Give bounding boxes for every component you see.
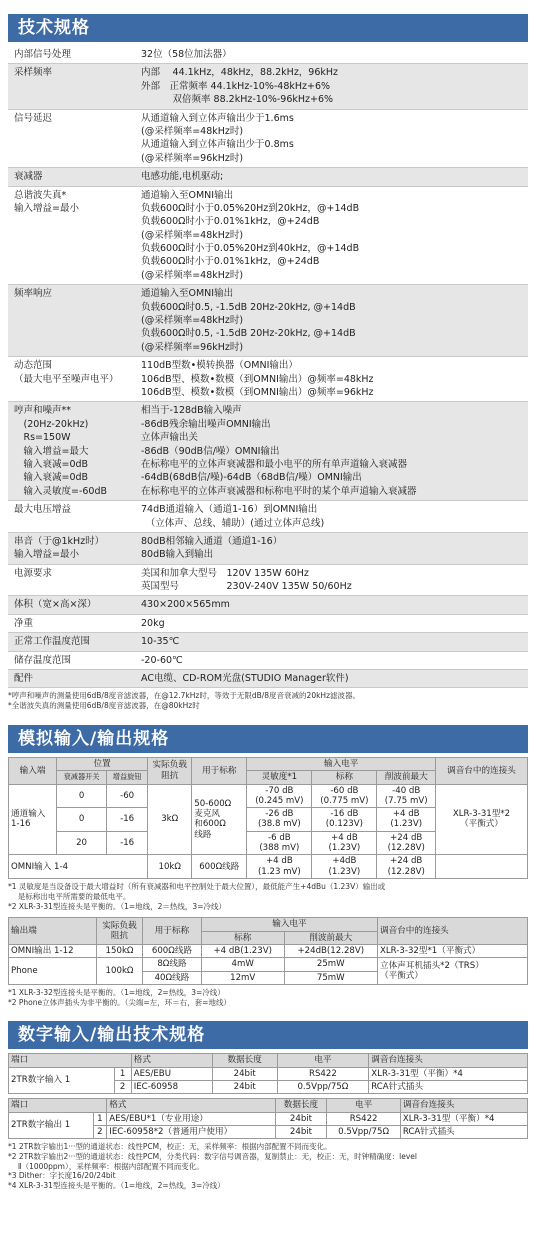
spec-label-line: 正常工作温度范围 [14, 636, 91, 648]
spec-label-line: 频率响应 [14, 288, 53, 300]
gain-value: -60 [107, 784, 148, 808]
spec-value-line: 相当于-128dB输入噪声 [141, 405, 242, 417]
level-value: 0.5Vpp/75Ω [277, 1080, 369, 1093]
spec-values [141, 357, 528, 401]
spec-label [8, 670, 141, 687]
spec-label-line: 内部信号处理 [14, 49, 72, 60]
format-value: IEC-60958*2（普通用户使用） [107, 1125, 275, 1138]
spec-value-line: (@采样频率=96kHz时) [141, 341, 244, 353]
page [0, 14, 536, 1253]
spec-label [8, 565, 141, 596]
max-value: -40 dB (7.75 mV) [377, 784, 436, 808]
format-value: IEC-60958 [131, 1080, 212, 1093]
spec-value-line: 负载600Ω时小于0.01%1kHz，@+24dB [141, 216, 320, 228]
col-len: 数据长度 [275, 1099, 327, 1112]
spec-value-line: 74dB通道输入（通道1-16）到OMNI输出 [141, 504, 318, 516]
load-value: 100kΩ [97, 958, 143, 985]
max-value: +24dB(12.28V) [284, 944, 377, 957]
spec-notes [8, 691, 528, 711]
spec-value-line: 20kg [141, 617, 165, 629]
len-value: 24bit [275, 1112, 327, 1125]
col-len: 数据长度 [212, 1054, 277, 1067]
col-load: 实际负载阻抗 [148, 757, 192, 784]
sens-value: -6 dB (388 mV) [247, 831, 312, 855]
spec-value-line: 106dB型、模数•数模（到OMNI输出）@频率=48kHz [141, 373, 374, 385]
max-value: +4 dB (1.23V) [377, 808, 436, 832]
spec-section-title: 技术规格 [8, 14, 528, 42]
analog-section-title: 模拟输入/输出规格 [8, 725, 528, 753]
port-value: 2TR数字输入 1 [9, 1067, 115, 1094]
spec-list [8, 46, 528, 688]
spec-value-line: 双倍频率 88.2kHz-10%-96kHz+6% [141, 94, 334, 106]
spec-value-line: 英国型号 230V-240V 135W 50/60Hz [141, 581, 352, 593]
analog-input-notes [8, 882, 528, 911]
note-line: *2 2TR数字输出2···型的通道状态：线性PCM，分类代码：数字信号调音器，复制禁止：无，校正：无，时钟精确度：level [8, 1151, 417, 1161]
spec-label-line: 输入灵敏度=-60dB [14, 485, 108, 497]
load-value: 150kΩ [97, 944, 143, 957]
pad-value: 0 [57, 784, 107, 808]
spec-label-line: 采样频率 [14, 67, 53, 79]
nominal-value: 50-600Ω 麦克风 和600Ω 线路 [192, 784, 247, 855]
spec-values [141, 110, 528, 168]
spec-value-line: （立体声、总线、辅助）(通过立体声总线) [141, 517, 325, 529]
col-level: 电平 [277, 1054, 369, 1067]
level-value: RS422 [327, 1112, 400, 1125]
spec-value-line: (@采样频率=48kHz时) [141, 229, 244, 241]
col-max: 削波前最大 [284, 931, 377, 944]
spec-row [8, 633, 528, 651]
spec-label [8, 633, 141, 650]
spec-row [8, 46, 528, 64]
std-value: +4dB (1.23V) [312, 855, 377, 879]
spec-value-line: 430×200×565mm [141, 599, 230, 611]
digital-section-title: 数字输入/输出技术规格 [8, 1021, 528, 1049]
spec-values [141, 402, 528, 500]
std-value: 4mW [201, 958, 284, 971]
spec-values [141, 652, 528, 669]
spec-value-line: 负载600Ω时小于0.05%20Hz到20kHz，@+14dB [141, 202, 360, 214]
gain-value: -16 [107, 808, 148, 832]
spec-label-line: 输入衰减=0dB [14, 472, 89, 484]
table-row [9, 784, 528, 808]
analog-output-notes [8, 988, 528, 1008]
spec-values [141, 187, 528, 285]
col-format: 格式 [107, 1099, 275, 1112]
std-value: 12mV [201, 971, 284, 984]
len-value: 24bit [212, 1067, 277, 1080]
port-value: Phone [9, 958, 97, 985]
spec-row [8, 110, 528, 169]
spec-label-line: 配件 [14, 673, 34, 685]
spec-label-line: 动态范围 [14, 360, 53, 372]
spec-value-line: -64dB(68dB信/噪)-64dB（68dB信/噪）OMNI输出 [141, 472, 362, 484]
spec-row [8, 285, 528, 357]
note-line: *哼声和噪声的测量使用6dB/8度音滤波器，在@12.7kHz时，等效于无限dB/8度音衰减的20kHz滤波器。 [8, 691, 361, 701]
spec-row [8, 615, 528, 633]
col-port: 端口 [9, 1099, 107, 1112]
spec-value-line: 电感功能,电机驱动; [141, 171, 224, 183]
col-nominal: 用于标称 [143, 918, 202, 945]
spec-value-line: 110dB型数•模转换器（OMNI输出） [141, 360, 298, 372]
level-value: 0.5Vpp/75Ω [327, 1125, 400, 1138]
spec-label [8, 402, 141, 500]
spec-row [8, 168, 528, 186]
level-value: RS422 [277, 1067, 369, 1080]
spec-label-line: 电源要求 [14, 567, 53, 579]
spec-value-line: 内部 44.1kHz，48kHz，88.2kHz，96kHz [141, 67, 339, 79]
col-level: 输入电平 [247, 757, 436, 770]
spec-label-line: 总谐波失真* [14, 189, 67, 201]
spec-values [141, 64, 528, 108]
spec-values [141, 501, 528, 532]
spec-row [8, 64, 528, 109]
col-max: 削波前最大 [377, 771, 436, 784]
note-line: *1 XLR-3-32型连接头是平衡的。（1=地线，2=热线，3=冷线） [8, 987, 225, 997]
spec-label [8, 596, 141, 613]
note-line: Ⅱ（1000ppm），采样频率：根据内部配置不同而变化。 [8, 1161, 204, 1171]
std-value: +4 dB (1.23V) [312, 831, 377, 855]
spec-row [8, 596, 528, 614]
spec-label-line: 输入衰减=0dB [14, 458, 89, 470]
col-conn: 调音台中的连接头 [436, 757, 528, 784]
table-row [9, 958, 528, 971]
table-row [9, 944, 528, 957]
spec-values [141, 46, 528, 63]
note-line: *2 Phone立体声插头为非平衡的。（尖端=左，环＝右，套=地线） [8, 997, 231, 1007]
note-line: *2 XLR-3-31型连接头是平衡的。（1=地线，2＝热线，3=冷线） [8, 901, 226, 911]
note-line: *1 灵敏度是当设备设于最大增益时（所有衰减器和电平控制处于最大位置），最低能产生+4dBu（1.23V）输出或 [8, 882, 386, 892]
col-nominal: 用于标称 [192, 757, 247, 784]
max-value: 75mW [284, 971, 377, 984]
digital-output-table [8, 1098, 528, 1139]
format-value: AES/EBU*1（专业用途） [107, 1112, 275, 1125]
conn-value: XLR-3-32型*1（平衡式） [378, 944, 528, 957]
spec-value-line: (@采样频率=48kHz时) [141, 125, 244, 137]
format-value: AES/EBU [131, 1067, 212, 1080]
nominal-value: 600Ω线路 [143, 944, 202, 957]
spec-values [141, 168, 528, 185]
spec-values [141, 670, 528, 687]
spec-row [8, 402, 528, 501]
spec-label-line: 衰减器 [14, 171, 43, 183]
max-value: +24 dB (12.28V) [377, 855, 436, 879]
spec-label [8, 110, 141, 168]
spec-value-line: 80dB相邻输入通道（通道1-16） [141, 535, 283, 547]
spec-value-line: (@采样频率=48kHz时) [141, 269, 244, 281]
analog-input-table [8, 757, 528, 879]
digital-notes [8, 1142, 528, 1191]
std-value: -16 dB (0.123V) [312, 808, 377, 832]
spec-value-line: 立体声输出关 [141, 432, 199, 444]
table-row [9, 1067, 528, 1080]
spec-row [8, 501, 528, 533]
analog-output-table [8, 917, 528, 985]
col-port: 端口 [9, 1054, 132, 1067]
spec-label [8, 357, 141, 401]
spec-value-line: 从通道输入到立体声输出少于0.8ms [141, 139, 294, 151]
index-value: 2 [93, 1125, 107, 1138]
std-value: +4 dB(1.23V) [201, 944, 284, 957]
conn-value [436, 855, 528, 879]
spec-label-line: 最大电压增益 [14, 504, 72, 516]
spec-label-line: 串音（于@1kHz时） [14, 535, 105, 547]
col-level: 电平 [327, 1099, 400, 1112]
col-format: 格式 [131, 1054, 212, 1067]
spec-value-line: (@采样频率=96kHz时) [141, 152, 244, 164]
nominal-value: 8Ω线路 [143, 958, 202, 971]
spec-value-line: 美国和加拿大型号 120V 135W 60Hz [141, 567, 309, 579]
digital-input-table [8, 1053, 528, 1094]
spec-label [8, 533, 141, 564]
sens-value: -26 dB (38.8 mV) [247, 808, 312, 832]
spec-label-line: 输入增益=最小 [14, 202, 79, 214]
load-value: 3kΩ [148, 784, 192, 855]
spec-values [141, 533, 528, 564]
spec-value-line: -86dB残余输出噪声OMNI输出 [141, 418, 271, 430]
channel-input-label: 通道输入 1-16 [9, 784, 57, 855]
table-row [9, 855, 528, 879]
col-conn: 调音台连接头 [369, 1054, 528, 1067]
port-value: OMNI输出 1-12 [9, 944, 97, 957]
spec-label-line: 体积（宽×高×深） [14, 599, 97, 611]
gain-value: -16 [107, 831, 148, 855]
spec-label-line: 哼声和噪声** [14, 405, 72, 417]
spec-value-line: 通道输入至OMNI输出 [141, 288, 234, 300]
col-load: 实际负载阻抗 [97, 918, 143, 945]
spec-label [8, 187, 141, 285]
conn-value: XLR-3-31型（平衡）*4 [400, 1112, 527, 1125]
spec-label-line: 储存温度范围 [14, 654, 72, 666]
spec-label [8, 652, 141, 669]
spec-value-line: 在标称电平的立体声衰减器和标称电平时的某个单声道输入衰减器 [141, 485, 417, 497]
omni-input-label: OMNI输入 1-4 [9, 855, 148, 879]
note-line: *1 2TR数字输出1···型的通道状态：线性PCM，校正：无，采样频率：根据内部配置不同而变化。 [8, 1142, 332, 1152]
index-value: 2 [114, 1080, 131, 1093]
conn-value: RCA针式插头 [369, 1080, 528, 1093]
col-level: 输入电平 [201, 918, 377, 931]
max-value: +24 dB (12.28V) [377, 831, 436, 855]
spec-values [141, 633, 528, 650]
spec-row [8, 357, 528, 402]
spec-label [8, 615, 141, 632]
pad-value: 0 [57, 808, 107, 832]
spec-label-line: 信号延迟 [14, 112, 53, 124]
col-input: 输入端 [9, 757, 57, 784]
spec-value-line: (@采样频率=48kHz时) [141, 315, 244, 327]
spec-value-line: 外部 正常频率 44.1kHz-10%-48kHz+6% [141, 80, 331, 92]
col-conn: 调音台中的连接头 [378, 918, 528, 945]
col-std: 标称 [201, 931, 284, 944]
spec-value-line: -86dB（90dB信/噪）OMNI输出 [141, 445, 280, 457]
spec-label-line: 输入增益=最小 [14, 549, 79, 561]
spec-row [8, 187, 528, 286]
conn-value: RCA针式插头 [400, 1125, 527, 1138]
spec-value-line: 负载600Ω时小于0.01%1kHz，@+24dB [141, 256, 320, 268]
spec-value-line: 在标称电平的立体声衰减器和最小电平的所有单声道输入衰减器 [141, 458, 408, 470]
index-value: 1 [93, 1112, 107, 1125]
col-sens: 灵敏度*1 [247, 771, 312, 784]
note-line: *3 Dither：字长度16/20/24bit [8, 1171, 116, 1181]
col-position: 位置 [57, 757, 148, 770]
sens-value: -70 dB (0.245 mV) [247, 784, 312, 808]
spec-value-line: 负载600Ω时0.5, -1.5dB 20Hz-20kHz, @+14dB [141, 328, 356, 340]
spec-values [141, 615, 528, 632]
conn-value: 立体声耳机插头*2（TRS） （平衡式） [378, 958, 528, 985]
spec-label-line: （最大电平至噪声电平） [14, 373, 119, 385]
spec-value-line: 负载600Ω时0.5, -1.5dB 20Hz-20kHz, @+14dB [141, 301, 356, 313]
spec-values [141, 285, 528, 356]
col-pad: 衰减器开关 [57, 771, 107, 784]
col-gain: 增益旋钮 [107, 771, 148, 784]
col-conn: 调音台连接头 [400, 1099, 527, 1112]
spec-row [8, 652, 528, 670]
port-value: 2TR数字输出 1 [9, 1112, 94, 1139]
spec-value-line: 负载600Ω时小于0.05%20Hz到40kHz，@+14dB [141, 243, 360, 255]
len-value: 24bit [212, 1080, 277, 1093]
spec-row [8, 533, 528, 565]
note-line: *全谐波失真的测量使用6dB/8度音滤波器，在@80kHz时 [8, 701, 200, 711]
pad-value: 20 [57, 831, 107, 855]
spec-label-line: 输入增益=最大 [14, 445, 89, 457]
col-std: 标称 [312, 771, 377, 784]
spec-value-line: 10-35℃ [141, 636, 180, 648]
nominal-value: 600Ω线路 [192, 855, 247, 879]
spec-label-line: 净重 [14, 617, 34, 629]
spec-row [8, 670, 528, 688]
spec-value-line: AC电缆、CD-ROM光盘(STUDIO Manager软件) [141, 673, 349, 685]
nominal-value: 40Ω线路 [143, 971, 202, 984]
sens-value: +4 dB (1.23 mV) [247, 855, 312, 879]
spec-value-line: 32位（58位加法器） [141, 49, 232, 60]
col-port: 输出端 [9, 918, 97, 945]
note-line: 是标称出电平所需要的最低电平。 [8, 891, 131, 901]
spec-value-line: -20-60℃ [141, 654, 183, 666]
spec-value-line: 106dB型、模数•数模（到OMNI输出）@频率=96kHz [141, 386, 374, 398]
spec-label [8, 46, 141, 63]
max-value: 25mW [284, 958, 377, 971]
index-value: 1 [114, 1067, 131, 1080]
spec-value-line: 80dB输入到输出 [141, 549, 214, 561]
spec-label [8, 285, 141, 356]
conn-value: XLR-3-31型（平衡）*4 [369, 1067, 528, 1080]
table-row [9, 1112, 528, 1125]
load-value: 10kΩ [148, 855, 192, 879]
note-line: *4 XLR-3-31型连接头是平衡的。（1=地线，2=热线，3=冷线） [8, 1181, 225, 1191]
len-value: 24bit [275, 1125, 327, 1138]
spec-label-line: Rs=150W [14, 432, 71, 444]
conn-value: XLR-3-31型*2 （平衡式） [436, 784, 528, 855]
spec-value-line: 从通道输入到立体声输出少于1.6ms [141, 112, 294, 124]
spec-label [8, 64, 141, 108]
spec-label [8, 501, 141, 532]
spec-row [8, 565, 528, 597]
spec-value-line: 通道输入至OMNI输出 [141, 189, 234, 201]
spec-values [141, 596, 528, 613]
spec-label [8, 168, 141, 185]
std-value: -60 dB (0.775 mV) [312, 784, 377, 808]
spec-values [141, 565, 528, 596]
spec-label-line: (20Hz-20kHz) [14, 418, 89, 430]
